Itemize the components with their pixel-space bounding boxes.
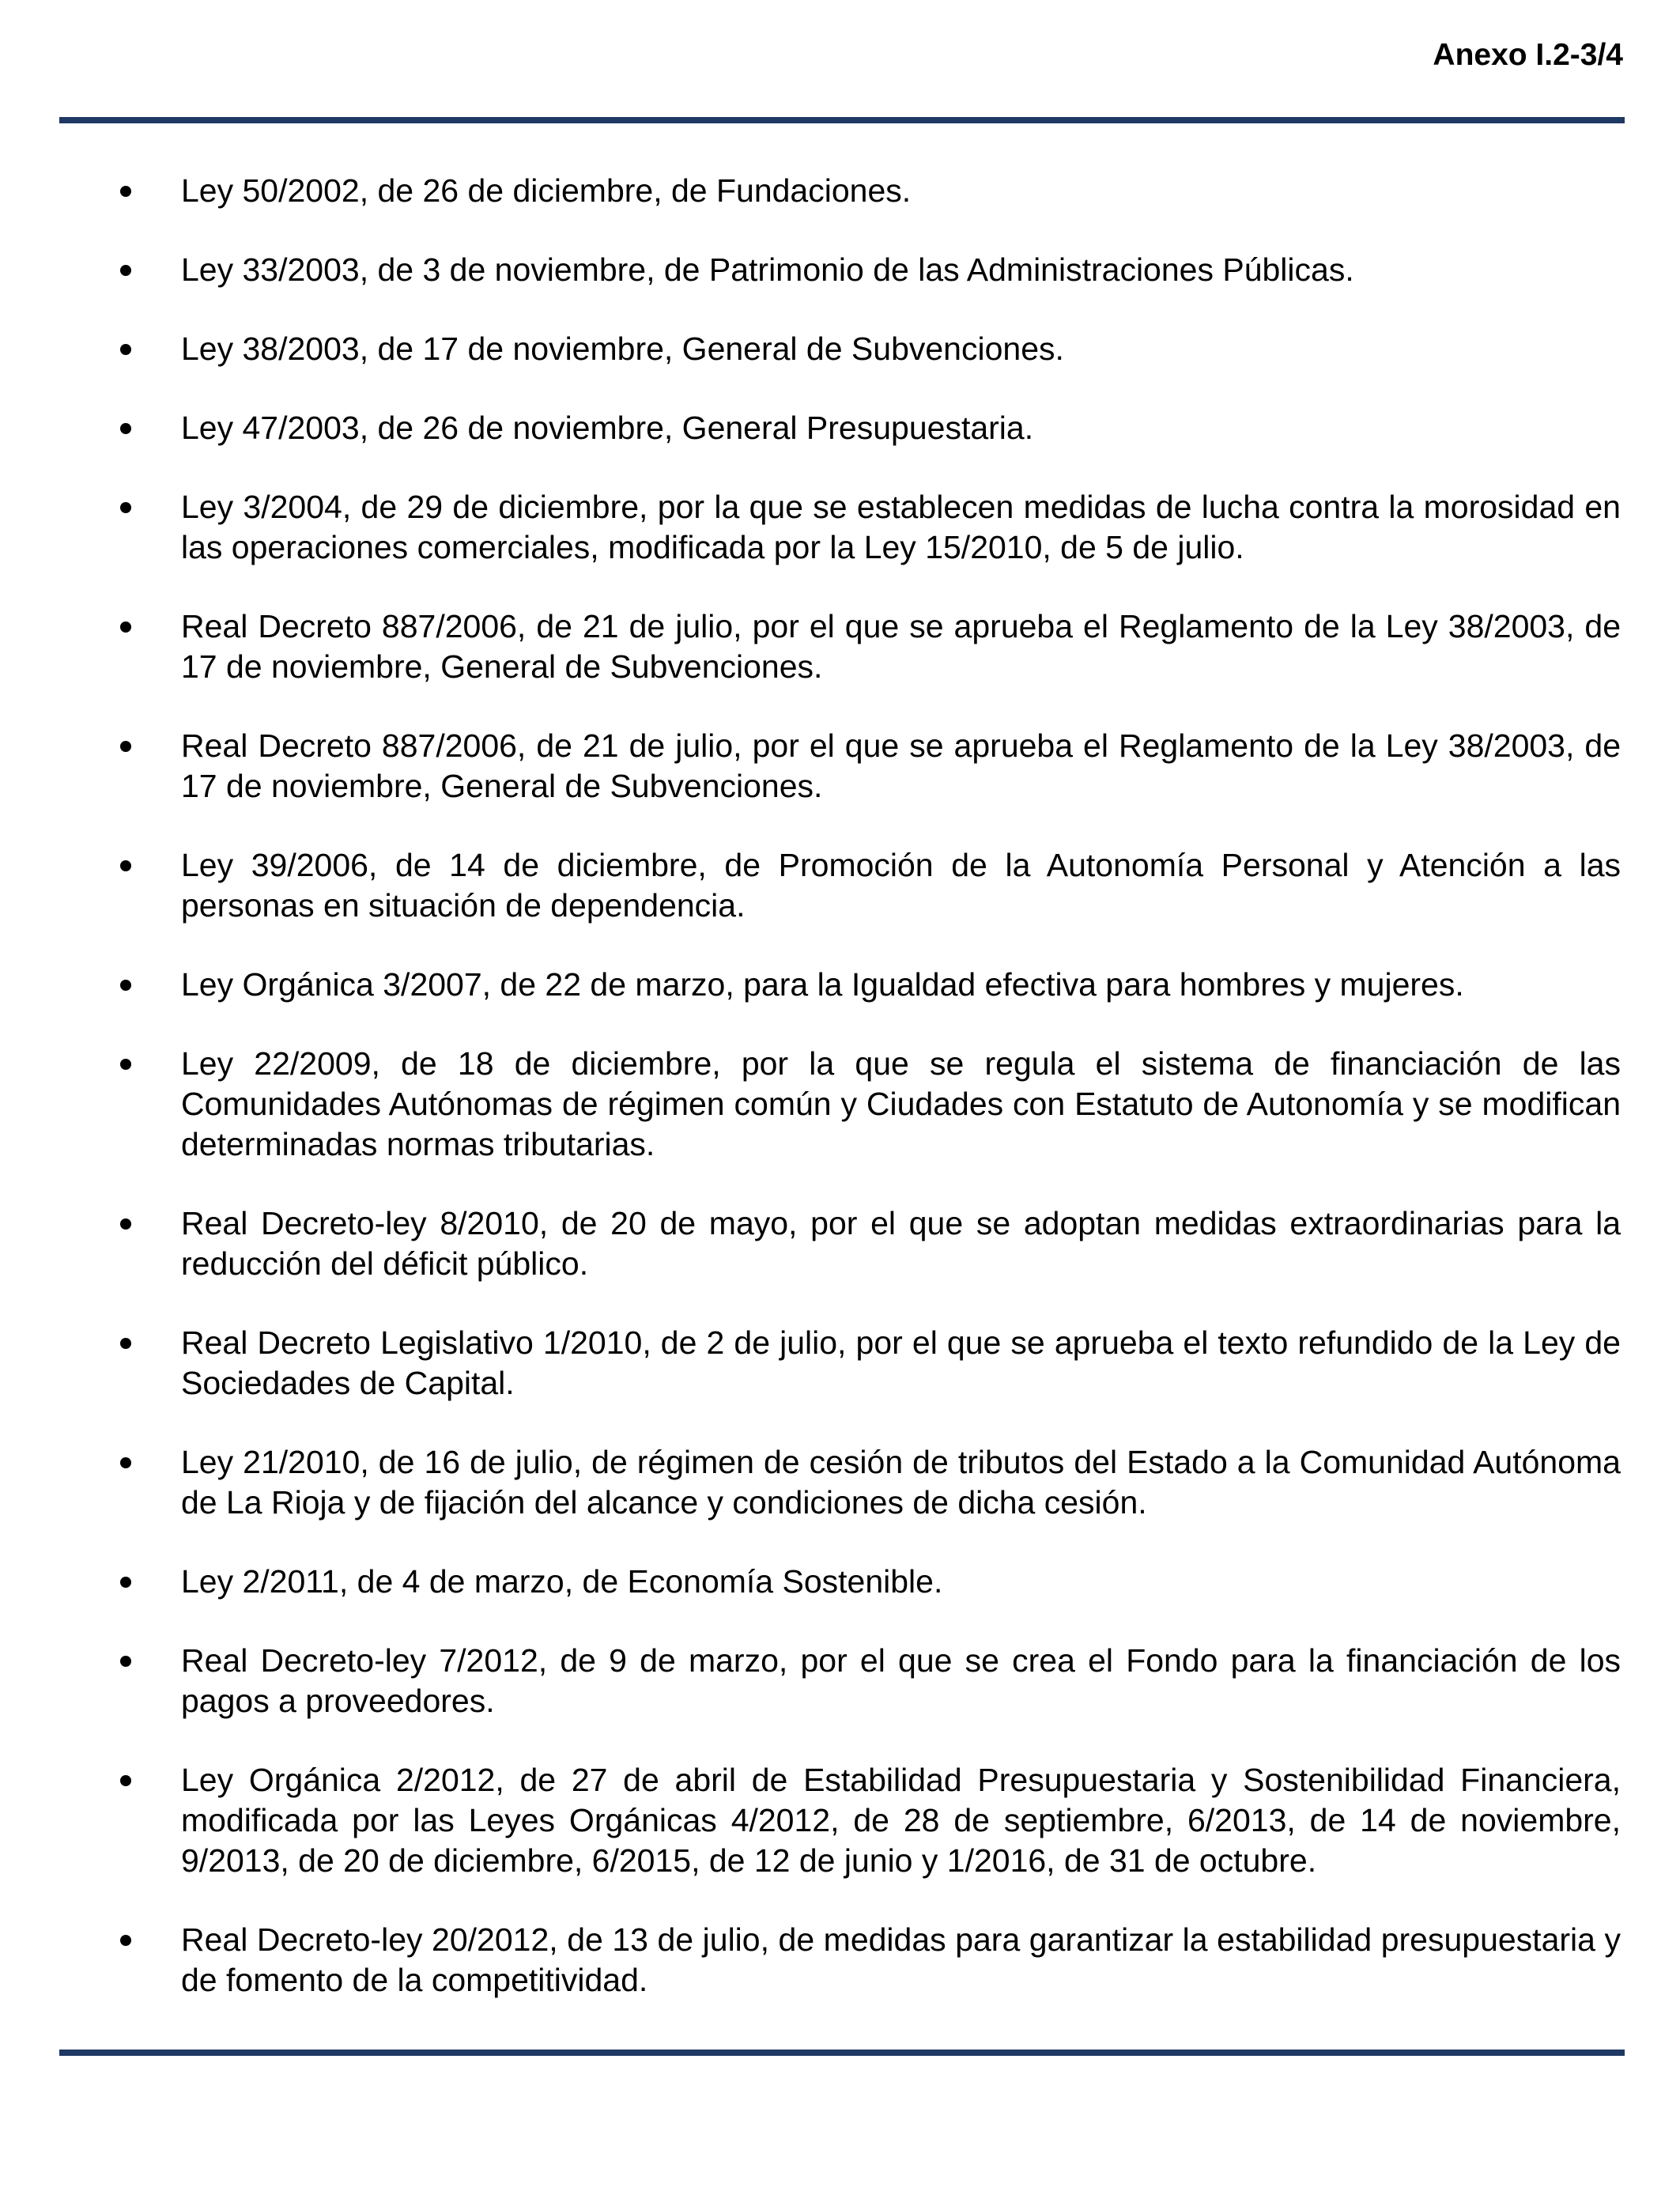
list-item-text: Real Decreto-ley 7/2012, de 9 de marzo, por el que se crea el Fondo para la financiación de los pagos a proveedores. [181, 1642, 1621, 1719]
bullet-icon [120, 621, 131, 633]
list-item-text: Real Decreto 887/2006, de 21 de julio, por el que se aprueba el Reglamento de la Ley 38/2003, de 17 de noviembre, General de Subvenciones. [181, 608, 1621, 685]
bullet-icon [120, 186, 131, 197]
bullet-icon [120, 1935, 131, 1946]
list-item-text: Ley 33/2003, de 3 de noviembre, de Patrimonio de las Administraciones Públicas. [181, 251, 1354, 288]
list-item-text: Real Decreto-ley 8/2010, de 20 de mayo, por el que se adoptan medidas extraordinarias para la reducción del déficit público. [181, 1205, 1621, 1282]
legislation-list [111, 171, 1621, 2039]
list-item-text: Ley 39/2006, de 14 de diciembre, de Promoción de la Autonomía Personal y Atención a las personas en situación de dependencia. [181, 847, 1621, 924]
list-item-text: Real Decreto Legislativo 1/2010, de 2 de julio, por el que se aprueba el texto refundido de la Ley de Sociedades de Capital. [181, 1324, 1621, 1401]
bullet-icon [120, 344, 131, 355]
list-item [111, 726, 1621, 807]
list-item [111, 1920, 1621, 2000]
list-item [111, 1323, 1621, 1404]
list-item-text: Ley 38/2003, de 17 de noviembre, General de Subvenciones. [181, 331, 1064, 367]
list-item-text: Ley 3/2004, de 29 de diciembre, por la que se establecen medidas de lucha contra la morosidad en las operaciones comerciales, modificada por la Ley 15/2010, de 5 de julio. [181, 489, 1621, 565]
list-item [111, 250, 1621, 290]
bullet-icon [120, 423, 131, 434]
list-item-text: Ley 47/2003, de 26 de noviembre, General Presupuestaria. [181, 410, 1034, 446]
list-item-text: Ley Orgánica 3/2007, de 22 de marzo, para la Igualdad efectiva para hombres y mujeres. [181, 966, 1464, 1003]
list-item [111, 487, 1621, 568]
list-item [111, 171, 1621, 211]
bullet-icon [120, 1775, 131, 1786]
list-item-text: Ley 50/2002, de 26 de diciembre, de Fundaciones. [181, 172, 912, 209]
bullet-icon [120, 1577, 131, 1588]
bullet-icon [120, 980, 131, 991]
list-item [111, 408, 1621, 448]
bullet-icon [120, 1338, 131, 1349]
bullet-icon [120, 1656, 131, 1667]
annex-page-label: Anexo I.2-3/4 [1433, 38, 1623, 72]
footer-divider [59, 2050, 1625, 2056]
bullet-icon [120, 1218, 131, 1230]
list-item-text: Ley 22/2009, de 18 de diciembre, por la que se regula el sistema de financiación de las Comunidades Autónomas de régimen común y Ciudades con Estatuto de Autonomía y se modifican determinadas normas tributarias. [181, 1045, 1621, 1162]
list-item [111, 845, 1621, 926]
list-item [111, 1044, 1621, 1165]
list-item-text: Real Decreto 887/2006, de 21 de julio, por el que se aprueba el Reglamento de la Ley 38/2003, de 17 de noviembre, General de Subvenciones. [181, 727, 1621, 804]
bullet-icon [120, 1457, 131, 1468]
list-item-text: Real Decreto-ley 20/2012, de 13 de julio, de medidas para garantizar la estabilidad presupuestaria y de fomento de la competitividad. [181, 1921, 1621, 1998]
bullet-icon [120, 502, 131, 513]
bullet-icon [120, 741, 131, 752]
list-item [111, 1760, 1621, 1881]
list-item-text: Ley 21/2010, de 16 de julio, de régimen de cesión de tributos del Estado a la Comunidad Autónoma de La Rioja y de fijación del alcance y condiciones de dicha cesión. [181, 1444, 1621, 1521]
list-item [111, 329, 1621, 369]
header-divider [59, 117, 1625, 123]
list-item [111, 1562, 1621, 1602]
list-item-text: Ley 2/2011, de 4 de marzo, de Economía Sostenible. [181, 1563, 943, 1600]
list-item [111, 1442, 1621, 1523]
list-item-text: Ley Orgánica 2/2012, de 27 de abril de Estabilidad Presupuestaria y Sostenibilidad Financiera, modificada por las Leyes Orgánicas 4/2012, de 28 de septiembre, 6/2013, de 14 de noviembre, 9/2013, de 20 de diciembre, 6/2015, de 12 de junio y 1/2016, de 31 de octubre. [181, 1762, 1621, 1879]
bullet-icon [120, 1059, 131, 1070]
list-item [111, 606, 1621, 687]
list-item [111, 965, 1621, 1005]
list-item [111, 1203, 1621, 1284]
bullet-icon [120, 860, 131, 871]
bullet-icon [120, 265, 131, 276]
list-item [111, 1641, 1621, 1721]
